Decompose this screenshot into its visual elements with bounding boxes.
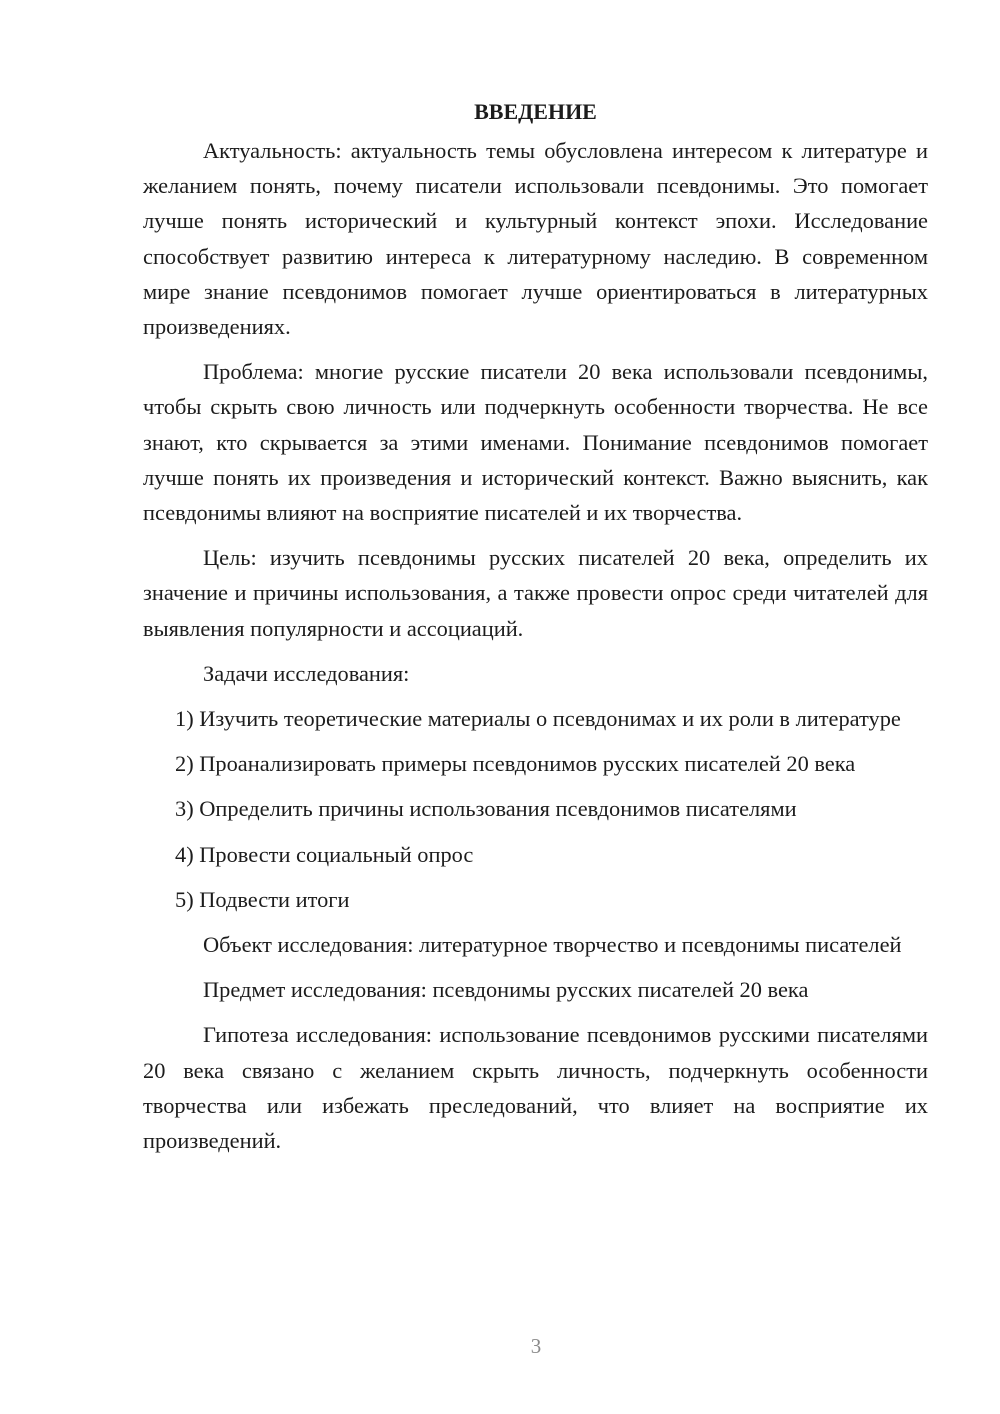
paragraph-problem: Проблема: многие русские писатели 20 века использовали псевдонимы, чтобы скрыть свою личность или подчеркнуть особенности творчества. Не все знают, кто скрывается за этими именами. Понимание псевдонимов помогает лучше понять их произведения и исторический контекст. Важно выяснить, как псевдонимы влияют на восприятие писателей и их творчества.: [143, 359, 928, 526]
page-number: 3: [530, 1334, 542, 1358]
document-page: [143, 94, 928, 1168]
paragraph-hypothesis: Гипотеза исследования: использование псевдонимов русскими писателями 20 века связано с желанием скрыть личность, подчеркнуть особенности творчества или избежать преследований, что влияет на восприятие их произведений.: [143, 1022, 928, 1154]
list-item: 1) Изучить теоретические материалы о псевдонимах и их роли в литературе: [175, 706, 901, 732]
paragraph-tasks-heading: Задачи исследования:: [203, 660, 410, 686]
paragraph-subject: Предмет исследования: псевдонимы русских писателей 20 века: [203, 977, 809, 1003]
list-item: 3) Определить причины использования псевдонимов писателями: [175, 796, 797, 822]
page-title: ВВЕДЕНИЕ: [474, 99, 597, 124]
list-item: 2) Проанализировать примеры псевдонимов русских писателей 20 века: [175, 751, 856, 777]
paragraph-relevance: Актуальность: актуальность темы обусловлена интересом к литературе и желанием понять, почему писатели использовали псевдонимы. Это помогает лучше понять исторический и культурный контекст эпохи. Исследование способствует развитию интереса к литературному наследию. В современном мире знание псевдонимов помогает лучше ориентироваться в литературных произведениях.: [143, 138, 928, 340]
list-item: 4) Провести социальный опрос: [175, 841, 474, 867]
paragraph-object: Объект исследования: литературное творчество и псевдонимы писателей: [203, 932, 902, 958]
list-item: 5) Подвести итоги: [175, 886, 350, 912]
paragraph-goal: Цель: изучить псевдонимы русских писателей 20 века, определить их значение и причины использования, а также провести опрос среди читателей для выявления популярности и ассоциаций.: [143, 545, 928, 641]
